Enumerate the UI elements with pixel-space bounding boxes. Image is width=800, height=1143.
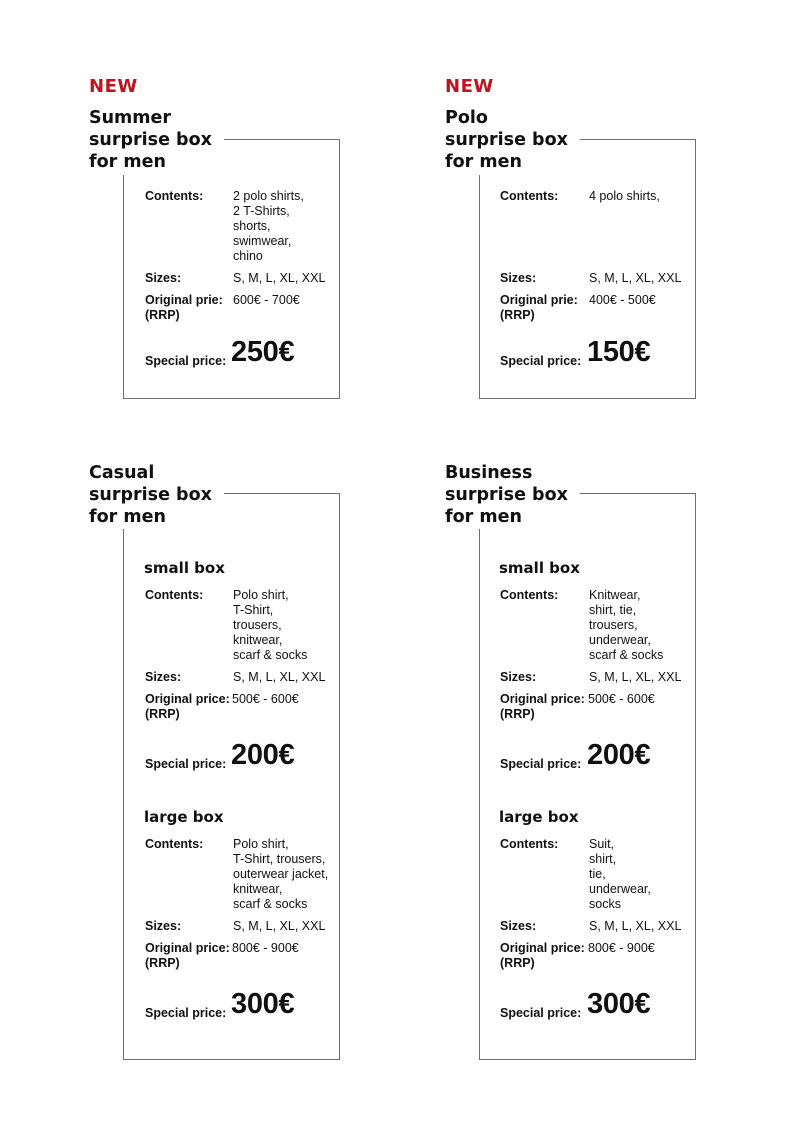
sizes-value: S, M, L, XL, XXL	[233, 670, 326, 684]
sizes-label: Sizes:	[145, 919, 182, 933]
contents-value: Knitwear, shirt, tie, trousers, underwear, scarf & socks	[589, 588, 664, 662]
special-price-value: 200€	[231, 739, 295, 771]
contents-value: Suit, shirt, tie, underwear, socks	[589, 837, 651, 911]
special-price-label: Special price:	[145, 1006, 227, 1020]
contents-label: Contents:	[145, 588, 204, 602]
large-box-heading: large box	[144, 808, 224, 826]
sizes-value: S, M, L, XL, XXL	[589, 919, 682, 933]
contents-value: 4 polo shirts,	[589, 189, 660, 203]
original-price-label: Original price: (RRP)	[145, 941, 230, 970]
special-price-label: Special price:	[145, 757, 227, 771]
original-price-value: 800€ - 900€	[232, 941, 299, 955]
special-price-label: Special price:	[500, 757, 582, 771]
sizes-value: S, M, L, XL, XXL	[233, 919, 326, 933]
contents-label: Contents:	[145, 189, 204, 203]
special-price-value: 300€	[587, 988, 651, 1020]
contents-label: Contents:	[500, 189, 559, 203]
original-price-value: 400€ - 500€	[589, 293, 656, 307]
casual-box-title: Casual surprise box for men	[89, 463, 212, 527]
original-price-label: Original prie: (RRP)	[145, 293, 223, 322]
small-box-heading: small box	[499, 559, 580, 577]
large-box-heading: large box	[499, 808, 579, 826]
business-box-frame	[479, 493, 696, 1060]
original-price-label: Original price: (RRP)	[500, 941, 585, 970]
casual-box-frame	[123, 493, 340, 1060]
polo-box-title: Polo surprise box for men	[445, 108, 568, 172]
special-price-value: 150€	[587, 336, 651, 368]
small-box-heading: small box	[144, 559, 225, 577]
special-price-label: Special price:	[500, 354, 582, 368]
business-box-title: Business surprise box for men	[445, 463, 568, 527]
sizes-value: S, M, L, XL, XXL	[589, 670, 682, 684]
special-price-label: Special price:	[145, 354, 227, 368]
contents-label: Contents:	[145, 837, 204, 851]
original-price-value: 500€ - 600€	[232, 692, 299, 706]
special-price-value: 250€	[231, 336, 295, 368]
contents-label: Contents:	[500, 837, 559, 851]
original-price-value: 800€ - 900€	[588, 941, 655, 955]
sizes-value: S, M, L, XL, XXL	[233, 271, 326, 285]
sizes-value: S, M, L, XL, XXL	[589, 271, 682, 285]
original-price-label: Original price: (RRP)	[500, 692, 585, 721]
sizes-label: Sizes:	[145, 670, 182, 684]
special-price-value: 300€	[231, 988, 295, 1020]
original-price-label: Original prie: (RRP)	[500, 293, 578, 322]
sizes-label: Sizes:	[500, 670, 537, 684]
special-price-label: Special price:	[500, 1006, 582, 1020]
sizes-label: Sizes:	[500, 919, 537, 933]
summer-box-title: Summer surprise box for men	[89, 108, 212, 172]
new-badge: NEW	[445, 76, 494, 97]
contents-value: Polo shirt, T-Shirt, trousers, outerwear jacket, knitwear, scarf & socks	[233, 837, 329, 911]
contents-label: Contents:	[500, 588, 559, 602]
contents-value: 2 polo shirts, 2 T-Shirts, shorts, swimwear, chino	[233, 189, 304, 263]
sizes-label: Sizes:	[145, 271, 182, 285]
original-price-label: Original price: (RRP)	[145, 692, 230, 721]
contents-value: Polo shirt, T-Shirt, trousers, knitwear, scarf & socks	[233, 588, 308, 662]
sizes-label: Sizes:	[500, 271, 537, 285]
original-price-value: 500€ - 600€	[588, 692, 655, 706]
original-price-value: 600€ - 700€	[233, 293, 300, 307]
special-price-value: 200€	[587, 739, 651, 771]
new-badge: NEW	[89, 76, 138, 97]
